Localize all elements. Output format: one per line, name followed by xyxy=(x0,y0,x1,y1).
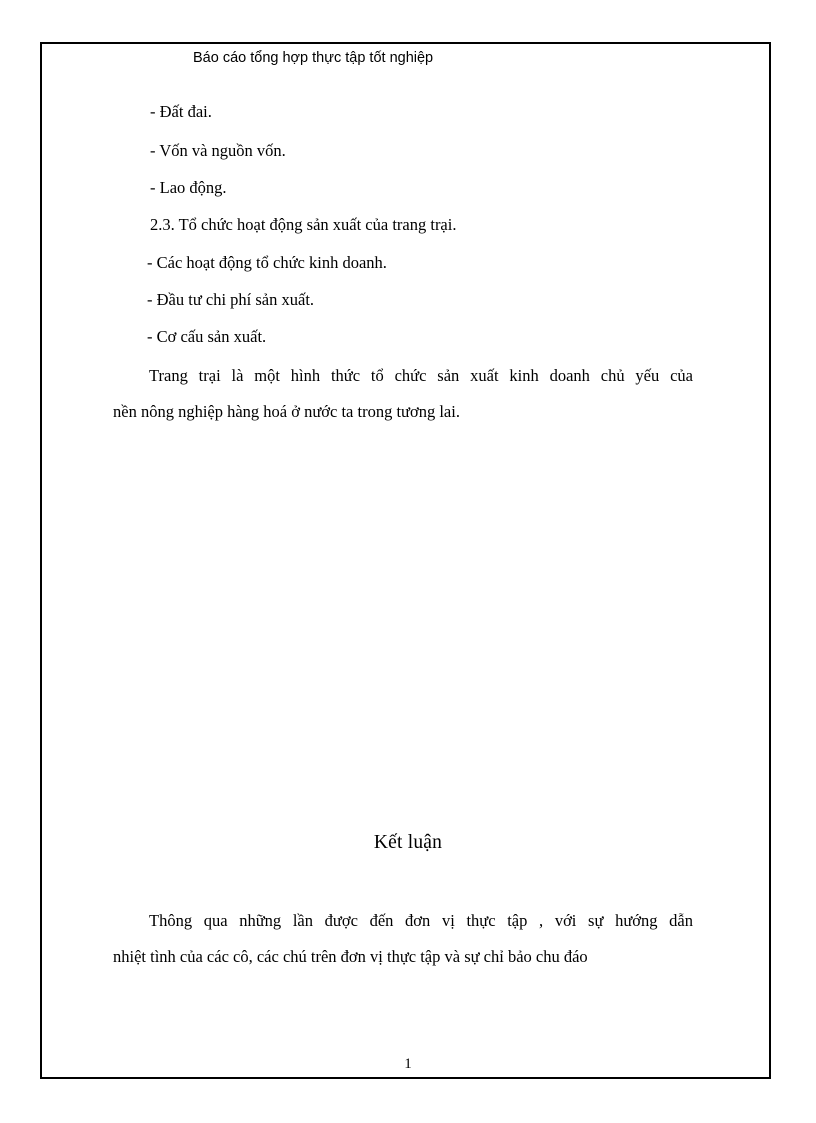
conclusion-paragraph xyxy=(113,903,693,975)
list-item-land: - Đất đai. xyxy=(150,102,212,121)
section-heading: 2.3. Tổ chức hoạt động sản xuất của trang trại. xyxy=(150,215,457,234)
list-item-capital: - Vốn và nguồn vốn. xyxy=(150,141,286,160)
farm-paragraph-line-2: nền nông nghiệp hàng hoá ở nước ta trong tương lai. xyxy=(113,402,460,421)
conclusion-paragraph-line-2: nhiệt tình của các cô, các chú trên đơn vị thực tập và sự chỉ bảo chu đáo xyxy=(113,947,588,966)
list-item-business-activities: - Các hoạt động tổ chức kinh doanh. xyxy=(147,253,387,272)
farm-paragraph-line-1: Trang trại là một hình thức tổ chức sản xuất kinh doanh chủ yếu của xyxy=(149,366,693,385)
conclusion-title: Kết luận xyxy=(373,832,443,853)
list-item-labor: - Lao động. xyxy=(150,178,227,197)
running-header: Báo cáo tổng hợp thực tập tốt nghiệp xyxy=(193,50,434,66)
list-item-investment: - Đầu tư chi phí sản xuất. xyxy=(147,290,315,309)
conclusion-paragraph-line-1: Thông qua những lần được đến đơn vị thực tập , với sự hướng dẫn xyxy=(149,911,693,930)
list-item-structure: - Cơ cấu sản xuất. xyxy=(147,327,267,346)
farm-paragraph xyxy=(113,358,693,430)
page-number: 1 xyxy=(404,1056,412,1072)
